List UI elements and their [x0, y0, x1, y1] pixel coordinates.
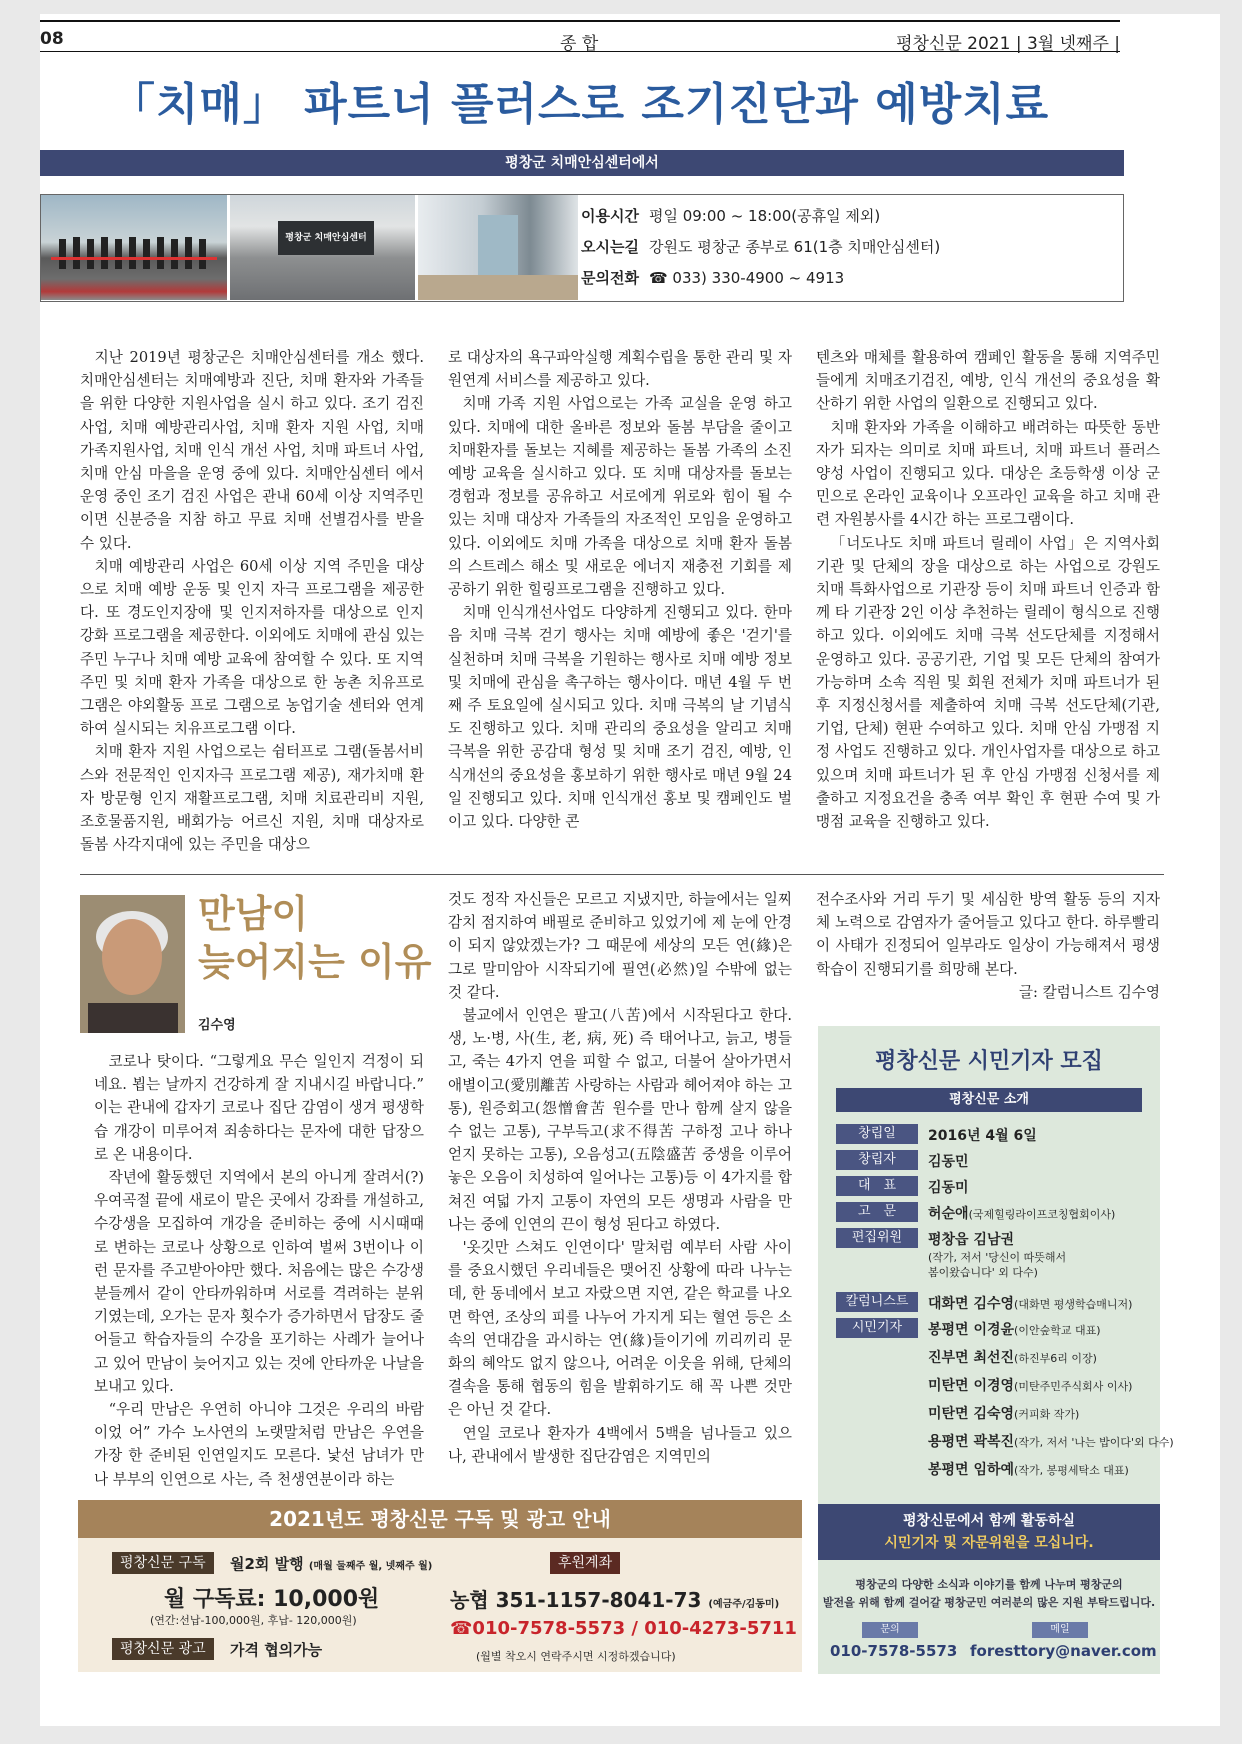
page-number: 08	[40, 29, 64, 49]
section-name: 종 합	[560, 34, 599, 54]
bank-account: 농협 351-1157-8041-73 (예금주/김동미)	[450, 1588, 780, 1612]
author-portrait	[80, 895, 185, 1033]
subscription-ad	[78, 1500, 802, 1672]
recruit-call-to-action: 평창신문에서 함께 활동하실 시민기자 및 자문위원을 모십니다.	[818, 1504, 1160, 1560]
email-label: 메일	[1032, 1622, 1088, 1638]
article2-column-1: 코로나 탓이다. “그렇게요 무슨 일인지 걱정이 되네요. 뵙는 날까지 건강하게 잘 지내시길 바랍니다.” 이는 관내에 갑자기 코로나 집단 감염이 생겨 평생학습 개강이 미루어져 죄송하다는 문자에 대한 답장으로 온 내용이다. 작년에 활동했던 지역에서 본의 아니게 잘려서(?) 우여곡절 끝에 새로이 맡은 곳에서 강좌를 개설하고, 수강생을 모집하여 개강을 준비하는 중에 시시때때로 변하는 코로나 상황으로 인하여 벌써 3번이나 이런 문자를 주고받아야만 했다. 처음에는 많은 수강생분들께서 같이 안타까워하며 서로를 격려하는 분위기였는데, 오가는 문자 횟수가 증가하면서 답장도 줄어들고 학습자들의 수강을 포기하는 사례가 늘어나고 있어 만남이 늦어지고 있는 것에 안타까운 나날을 보내고 있다. “우리 만남은 우연히 아니야 그것은 우리의 바람이었 어” 가수 노사연의 노랫말처럼 만남은 우연을 가장 한 준비된 인연일지도 모른다. 낯선 남녀가 만나 부부의 인연으로 사는, 즉 천생연분이라 하는	[94, 1053, 424, 1488]
column-signature: 글: 칼럼니스트 김수영	[1018, 983, 1160, 1001]
center-sign: 평창군 치매안심센터	[278, 221, 374, 255]
article2-column-3: 전수조사와 거리 두기 및 세심한 방역 활동 등의 지자체 노력으로 감염자가 줄어들고 있다고 한다. 하루빨리 이 사태가 진정되어 일부라도 일상이 가능해져서 평생학습이 진행되기를 희망해 본다. 글: 칼럼니스트 김수영	[816, 888, 1160, 1004]
info-hours: 이용시간 평일 09:00 ~ 18:00(공휴일 제외)	[581, 207, 881, 225]
subscription-title: 2021년도 평창신문 구독 및 광고 안내	[78, 1500, 802, 1538]
subscription-fee: 월 구독료: 10,000원	[164, 1587, 380, 1612]
article-subtitle: 평창군 치매안심센터에서	[40, 150, 1124, 176]
account-tag: 후원계좌	[550, 1552, 620, 1574]
ribbon-cutting-photo	[41, 195, 227, 300]
editor-note: (작가, 저서 '당신이 따뜻해서 봄이왔습니다' 외 다수)	[928, 1251, 1067, 1279]
section-divider	[80, 874, 1164, 875]
info-phone: 문의전화 ☎ 033) 330-4900 ~ 4913	[581, 269, 845, 287]
article-title: 「치매」 파트너 플러스로 조기진단과 예방치료	[110, 79, 1050, 130]
subscription-tag: 평창신문 구독	[112, 1552, 214, 1574]
article1-column-3: 텐츠와 매체를 활용하여 캠페인 활동을 통해 지역주민들에게 치매조기검진, 예방, 인식 개선의 중요성을 확산하기 위한 사업의 일환으로 진행되고 있다. 치매 환자와 가족을 이해하고 배려하는 따뜻한 동반자가 되자는 의미로 치매 파트너, 치매 파트너 플러스 양성 사업이 진행되고 있다. 대상은 초등학생 이상 군민으로 온라인 교육이나 오프라인 교육을 하고 치매 관련 자원봉사를 4시간 하는 프로그램이다. 「너도나도 치매 파트너 릴레이 사업」은 지역사회 기관 및 단체의 장을 대상으로 하는 사업으로 강원도 치매 특화사업으로 기관장 등이 치매 파트너 인증과 함께 타 기관장 2인 이상 추천하는 릴레이 형식으로 진행하고 있다. 이외에도 치매 극복 선도단체를 지정해서 운영하고 있다. 공공기관, 기업 및 모든 단체의 참여가 가능하며 소속 직원 및 회원 전체가 치매 파트너가 된 후 지정신청서를 제출하여 치매 극복 선도단체(기관, 기업, 단체) 현판 수여하고 있다. 치매 안심 가맹점 지정 사업도 진행하고 있다. 개인사업자를 대상으로 하고 있으며 치매 파트너가 된 후 안심 가맹점 신청서를 제출하고 지정요건을 충족 여부 확인 후 현판 수여 및 가맹점 교육을 진행하고 있다.	[816, 349, 1160, 831]
center-info-list	[581, 201, 940, 294]
info-address: 오시는길 강원도 평창군 종부로 61(1층 치매안심센터)	[581, 238, 941, 256]
issue-frequency: 월2회 발행 (매월 둘째주 월, 넷째주 월)	[230, 1555, 433, 1573]
contact-email[interactable]: foresttory@naver.com	[970, 1642, 1157, 1660]
fee-note: (연간:선납-100,000원, 후납- 120,000원)	[150, 1614, 357, 1627]
contact-label: 문의	[862, 1622, 918, 1638]
recruit-title: 평창신문 시민기자 모집	[875, 1049, 1103, 1074]
building-photo	[230, 195, 415, 300]
recruit-note: 평창군의 다양한 소식과 이야기를 함께 나누며 평창군의 발전을 위해 함께 걸어갈 평창군민 여러분의 많은 지원 부탁드립니다.	[822, 1578, 1156, 1609]
reporter-recruit-box: 평창신문 시민기자 모집 평창신문 소개 창립일 2016년 4월 6일 창립자 김동민 대 표 김동미 고 문 허순애(국제힐링라이프코칭협회이사) 편집위원 평창읍 김남권 (작가, 저서 '당신이 따뜻해서 봄이왔습니다' 외 다수) 칼럼니스트 대화면 김수영(대화면 평생학습매니저) 시민기자 봉평면 이경윤(이안숲학교 대표) 진부면 최선진(하진부6리 이장) 미탄면 이경영(미탄주민주식회사 이사) 미탄면 김숙영(커피화 작가) 용평면 곽복진(작가, 저서 '나는 밥이다'외 다수) 봉평면 임하예(작가, 봉평세탁소 대표) 평창신문에서 함께 활동하실 시민기자 및 자문위원을 모십니다. 평창군의 다양한 소식과 이야기를 함께 나누며 평창군의 발전을 위해 함께 걸어갈 평창군민 여러분의 많은 지원 부탁드립니다. 문의 메일 010-7578-5573 foresttory@naver.com	[818, 1026, 1160, 1674]
issue-info: 평창신문 2021 | 3월 넷째주 |	[896, 34, 1120, 54]
contact-phone[interactable]: 010-7578-5573	[830, 1642, 958, 1660]
column-author: 김수영	[198, 1018, 236, 1033]
center-info-box	[40, 194, 1124, 302]
page-header	[40, 20, 1120, 52]
article1-column-1: 지난 2019년 평창군은 치매안심센터를 개소 했다. 치매안심센터는 치매예방과 진단, 치매 환자와 가족들을 위한 다양한 지원사업을 실시 하고 있다. 조기 검진 사업, 치매 예방관리사업, 치매 환자 지원 사업, 치매 가족지원사업, 치매 인식 개선 사업, 치매 파트너 사업, 치매 안심 마을을 운영 중에 있다. 치매안심센터 에서 운영 중인 조기 검진 사업은 관내 60세 이상 지역주민이면 신분증을 지참 하고 무료 치매 선별검사를 받을 수 있다. 치매 예방관리 사업은 60세 이상 지역 주민을 대상으로 치매 예방 운동 및 인지 자극 프로그램을 제공한다. 또 경도인지장애 및 인지저하자를 대상으로 인지 강화 프로그램을 제공한다. 이외에도 치매에 관심 있는 주민 누구나 치매 예방 교육에 참여할 수 있다. 또 지역주민 및 치매 환자 가족을 대상으로 한 농촌 치유프로그램은 야외활동 프로 그램으로 농업기술 센터와 연계하여 실시되는 치유프로그램 이다. 치매 환자 지원 사업으로는 쉼터프로 그램(돌봄서비스와 전문적인 인지자극 프로그램 제공), 재가치매 환자 방문형 인지 재활프로그램, 치매 치료관리비 지원, 조호물품지원, 배회가능 어르신 지원, 치매 대상자로 돌봄 사각지대에 있는 주민을 대상으	[80, 349, 424, 854]
recruit-intro: 평창신문 소개	[836, 1088, 1142, 1112]
subscription-phones[interactable]: ☎010-7578-5573 / 010-4273-5711	[450, 1618, 797, 1639]
article2-column-2: 것도 정작 자신들은 모르고 지냈지만, 하늘에서는 일찌감치 점지하여 배필로 준비하고 있었기에 제 눈에 안경이 되지 않았겠는가? 그 때문에 세상의 모든 연(緣)은 그로 말미암아 시작되기에 필연(必然)일 수밖에 없는 것 같다. 불교에서 인연은 팔고(八苦)에서 시작된다고 한다. 생, 노·병, 사(生, 老, 病, 死) 즉 태어나고, 늙고, 병들고, 죽는 4가지 연을 피할 수 없고, 더불어 살아가면서 애별이고(愛別離苦 사랑하는 사람과 헤어져야 하는 고통), 원증회고(怨憎會苦 원수를 만나 함께 살지 않을 수 없는 고통), 구부득고(求不得苦 구하정 고나 하나 얻지 못하는 고통), 오음성고(五陰盛苦 중생을 이루어 놓은 오음이 치성하여 일어나는 고통)등 이 4가지를 합쳐진 여덟 가지 고통이 자연의 모든 생명과 사람을 만나는 중에 인연의 끈이 형성 된다고 하였다. '옷깃만 스쳐도 인연이다' 말처럼 예부터 사람 사이를 중요시했던 우리네들은 맺어진 상황에 따라 나누는데, 한 동네에서 보고 자랐으면 지연, 같은 학교를 나오면 학연, 조상의 피를 나누어 가지게 되는 혈연 등은 소속의 연대감을 과시하는 연(緣)들이기에 끼리끼리 문화의 혜악도 없지 않으나, 어려운 이웃을 위해, 단체의 결속을 통해 협동의 힘을 발휘하기도 해 꼭 나쁜 것만은 아닌 것 같다. 연일 코로나 환자가 4백에서 5백을 넘나들고 있으나, 관내에서 발생한 집단감염은 지역민의	[448, 891, 792, 1465]
ad-price: 가격 협의가능	[230, 1641, 323, 1659]
ad-tag: 평창신문 광고	[112, 1638, 214, 1660]
column-headline: 만남이 늦어지는 이유	[198, 892, 432, 984]
interior-photo	[418, 195, 578, 300]
article1-column-2: 로 대상자의 욕구파악실행 계획수립을 통한 관리 및 자원연계 서비스를 제공하고 있다. 치매 가족 지원 사업으로는 가족 교실을 운영 하고 있다. 치매에 대한 올바른 정보와 돌봄 부담을 줄이고 치매환자를 돌보는 지혜를 제공하는 돌봄 가족의 소진 예방 교육을 실시하고 있다. 또 치매 대상자를 돌보는 경험과 정보를 공유하고 서로에게 위로와 힘이 될 수 있는 치매 대상자 가족들의 자조적인 모임을 운영하고 있다. 이외에도 치매 가족을 대상으로 치매 환자 돌봄의 스트레스 해소 및 새로운 에너지 재충전 기회를 제공하기 위한 힐링프로그램을 진행하고 있다. 치매 인식개선사업도 다양하게 진행되고 있다. 한마음 치매 극복 걷기 행사는 치매 예방에 좋은 '걷기'를 실천하며 치매 극복을 기원하는 행사로 치매 예방 정보 및 치매에 관심을 촉구하는 행사이다. 매년 4월 두 번째 주 토요일에 실시되고 있다. 치매 극복의 날 기념식도 진행하고 있다. 치매 관리의 중요성을 알리고 치매 극복을 위한 공감대 형성 및 치매 조기 검진, 예방, 인식개선의 중요성을 홍보하기 위한 행사로 매년 9월 24일 진행되고 있다. 치매 인식개선 홍보 및 캠페인도 벌이고 있다. 다양한 콘	[448, 349, 792, 831]
phones-note: (월별 착오시 연락주시면 시정하겠습니다)	[476, 1650, 676, 1663]
